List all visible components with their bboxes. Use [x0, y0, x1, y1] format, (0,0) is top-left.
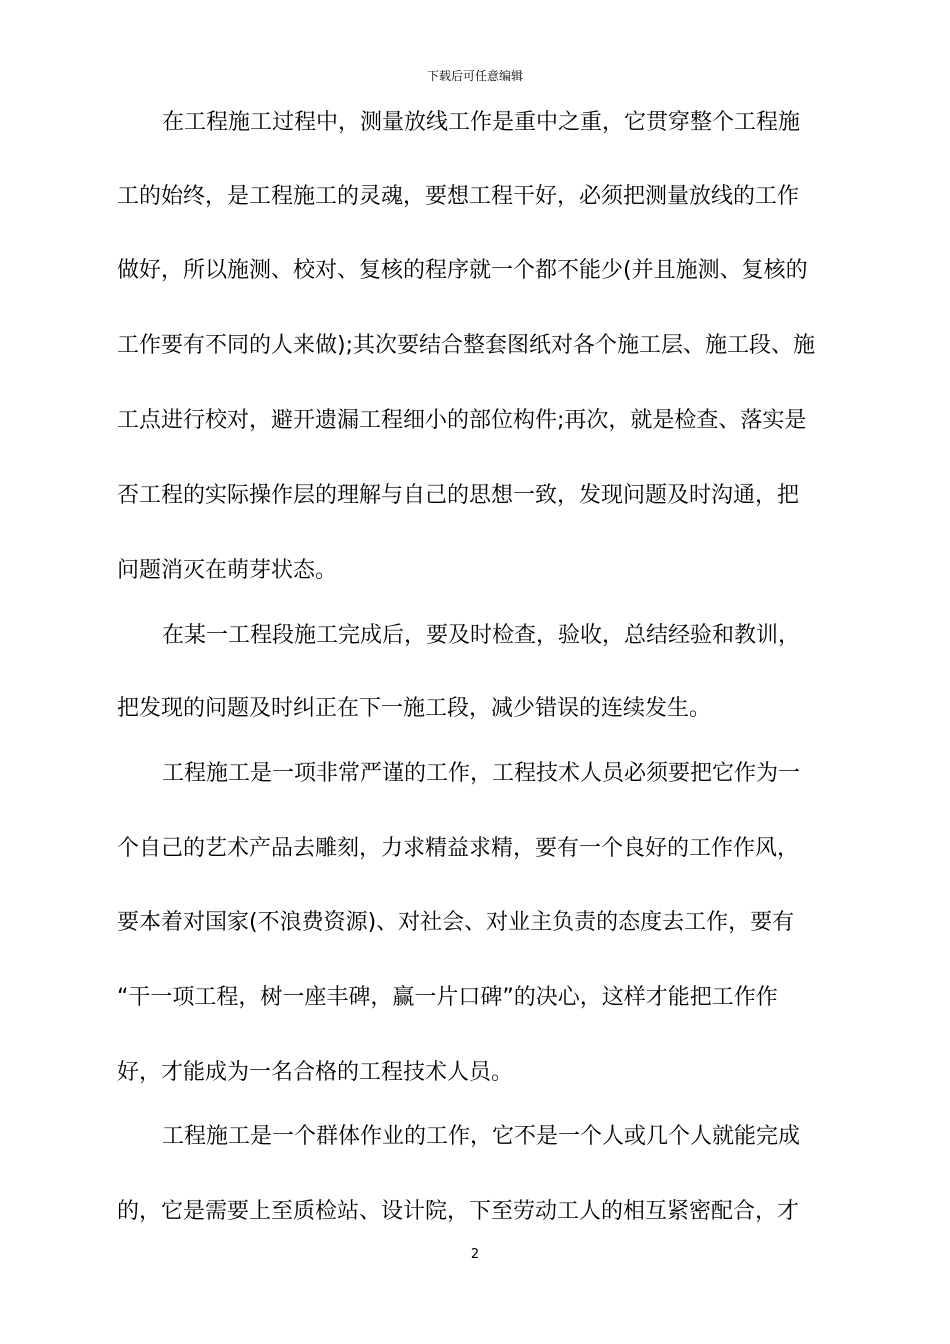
text-line: 把发现的问题及时纠正在下一施工段，减少错误的连续发生。 [117, 696, 712, 721]
text-line: 在某一工程段施工完成后，要及时检查，验收，总结经验和教训， [162, 623, 801, 648]
text-line: 好，才能成为一名合格的工程技术人员。 [117, 1060, 514, 1085]
text-line: 工程施工是一个群体作业的工作，它不是一个人或几个人就能完成 [162, 1124, 801, 1149]
text-line: 否工程的实际操作层的理解与自己的思想一致，发现问题及时沟通，把 [117, 483, 800, 508]
text-line: 工程施工是一项非常严谨的工作，工程技术人员必须要把它作为一 [162, 761, 801, 786]
text-line: 问题消灭在萌芽状态。 [117, 558, 338, 583]
text-line: 工作要有不同的人来做);其次要结合整套图纸对各个施工层、施工段、施 [117, 333, 815, 358]
header-note: 下载后可任意编辑 [426, 69, 523, 83]
page-number: 2 [470, 1247, 480, 1262]
text-line: 做好，所以施测、校对、复核的程序就一个都不能少(并且施测、复核的 [117, 258, 808, 283]
text-line: 工点进行校对，避开遗漏工程细小的部位构件;再次，就是检查、落实是 [117, 408, 807, 433]
text-line: 个自己的艺术产品去雕刻，力求精益求精，要有一个良好的工作作风， [117, 836, 800, 861]
text-line: 在工程施工过程中，测量放线工作是重中之重，它贯穿整个工程施 [162, 110, 801, 135]
text-line: 要本着对国家(不浪费资源)、对社会、对业主负责的态度去工作，要有 [117, 910, 795, 935]
text-line: 的，它是需要上至质检站、设计院，下至劳动工人的相互紧密配合，才 [117, 1199, 800, 1224]
text-line: “干一项工程，树一座丰碑，赢一片口碑”的决心，这样才能把工作作 [117, 985, 778, 1010]
text-line: 工的始终，是工程施工的灵魂，要想工程干好，必须把测量放线的工作 [117, 184, 800, 209]
